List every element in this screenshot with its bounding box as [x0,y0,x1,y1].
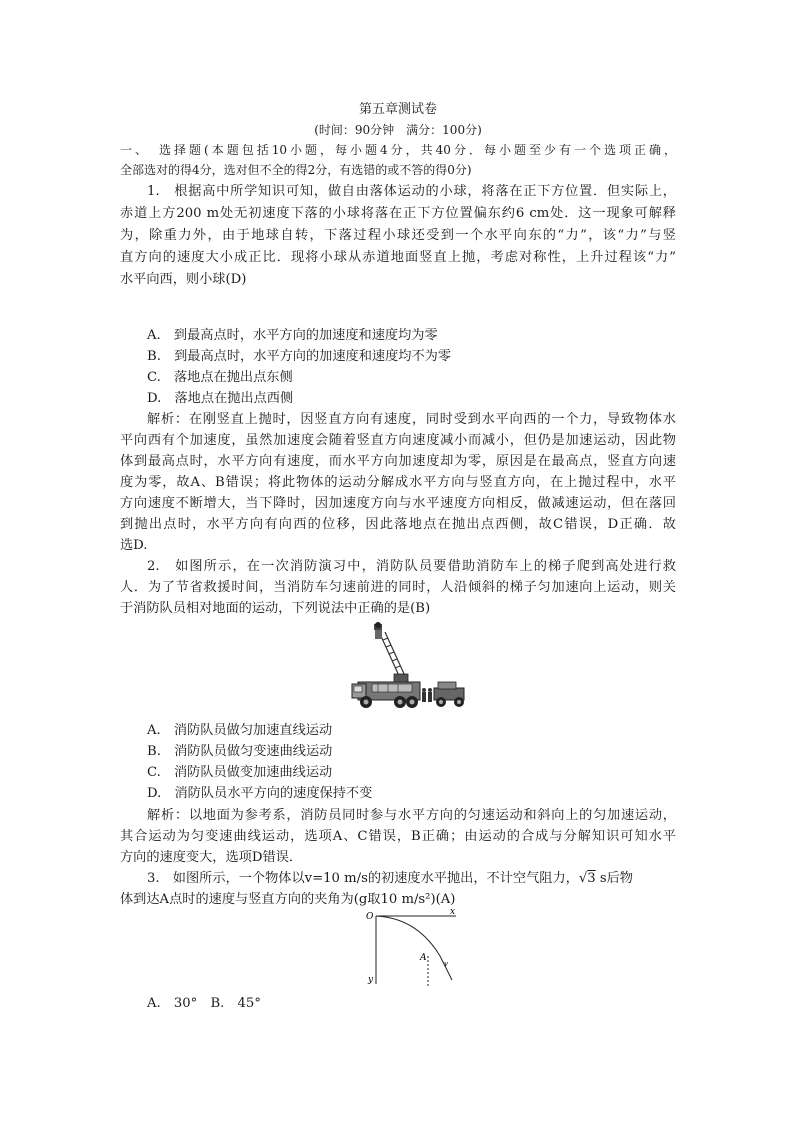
fire-truck-figure [348,622,470,714]
q1-text: 水平向西，则小球(D) [120,272,247,287]
q2-text: 2. 如图所示，在一次消防演习中，消防队员要借助消防车上的梯子爬到高处进行救 [147,559,676,574]
q1-analysis: 到抛出点时，水平方向有向西的位移，因此落地点在抛出点西侧，故C错误，D正确．故 [120,517,676,532]
q1-text: 赤道上方200 m处无初速度下落的小球将落在正下方位置偏东约6 cm处．这一现象可解释 [120,206,676,221]
q1-option-a: A. 到最高点时，水平方向的加速度和速度均为零 [147,328,438,343]
q1-analysis: 度为零，故A、B错误；将此物体的运动分解成水平方向与竖直方向，在上抛过程中，水平 [120,475,676,490]
velocity-label: v [444,960,448,968]
q3-text: 体到达A点时的速度与竖直方向的夹角为(g取10 m/s²)(A) [120,892,456,907]
q2-text: 人．为了节省救援时间，当消防车匀速前进的同时，人沿倾斜的梯子匀加速向上运动，则关 [120,580,676,595]
q1-analysis: 选D. [120,538,148,553]
section-heading-cont: 全部选对的得4分，选对但不全的得2分，有选错的或不答的得0分) [120,163,472,177]
page-title: 第五章测试卷 [358,102,437,117]
q3-options: A. 30° B. 45° [147,996,261,1011]
q1-text: 直方向的速度大小成正比．现将小球从赤道地面竖直上抛，考虑对称性，上升过程该“力” [120,250,676,265]
q2-analysis: 其合运动为匀变速曲线运动，选项A、C错误，B正确；由运动的合成与分解知识可知水平 [120,829,676,844]
q3-text-part1: 3. 如图所示，一个物体以v=10 m/s的初速度水平抛出，不计空气阻力， [147,871,579,886]
q2-text: 于消防队员相对地面的运动，下列说法中正确的是(B) [120,601,431,616]
q2-option-c: C. 消防队员做变加速曲线运动 [147,765,333,780]
q1-option-c: C. 落地点在抛出点东侧 [147,370,293,385]
q2-option-b: B. 消防队员做匀变速曲线运动 [147,744,333,759]
firefighter-icon [374,622,382,639]
q2-analysis: 方向的速度变大，选项D错误． [120,850,303,865]
second-vehicle-icon [434,682,464,707]
y-axis-label: y [368,975,374,985]
q1-text: 为，除重力外，由于地球自转，下落过程小球还受到一个水平向东的“力”，该“力”与竖 [120,228,676,243]
page-subtitle: (时间：90分钟 满分：100分) [314,123,482,137]
q3-text-part2: s后物 [595,871,633,886]
sqrt-symbol: √3 [578,871,596,886]
truck-body-icon [352,674,420,700]
q1-option-d: D. 落地点在抛出点西侧 [147,391,294,406]
section-heading: 一、 选择题(本题包括10小题，每小题4分，共40分．每小题至少有一个选项正确， [120,143,676,157]
trajectory-curve [376,916,452,980]
people-icon [422,688,432,702]
sqrt-radicand: 3 [587,871,596,886]
q2-analysis: 解析：以地面为参考系，消防员同时参与水平方向的匀速运动和斜向上的匀加速运动， [147,808,676,823]
q1-analysis: 解析：在刚竖直上抛时，因竖直方向有速度，同时受到水平向西的一个力，导致物体水 [147,412,676,427]
point-a-label: A [420,953,427,963]
q1-analysis: 平向西有个加速度，虽然加速度会随着竖直方向速度减小而减小，但仍是加速运动，因此物 [120,433,676,448]
origin-label: O [366,912,374,922]
q3-text [147,869,676,889]
q1-option-b: B. 到最高点时，水平方向的加速度和速度均不为零 [147,349,452,364]
q2-option-d: D. 消防队员水平方向的速度保持不变 [147,786,373,801]
ladder-icon [380,632,405,678]
q1-analysis: 体到最高点时，水平方向有速度，而水平方向加速度却为零，原因是在最高点，竖直方向速 [120,454,676,469]
x-axis-label: x [450,908,456,917]
projectile-figure [362,908,462,988]
q1-text: 1. 根据高中所学知识可知，做自由落体运动的小球，将落在正下方位置．但实际上， [147,184,676,199]
q2-option-a: A. 消防队员做匀加速直线运动 [147,723,333,738]
q1-analysis: 方向速度不断增大，当下降时，因加速度方向与水平速度方向相反，做减速运动，但在落回 [120,496,676,511]
